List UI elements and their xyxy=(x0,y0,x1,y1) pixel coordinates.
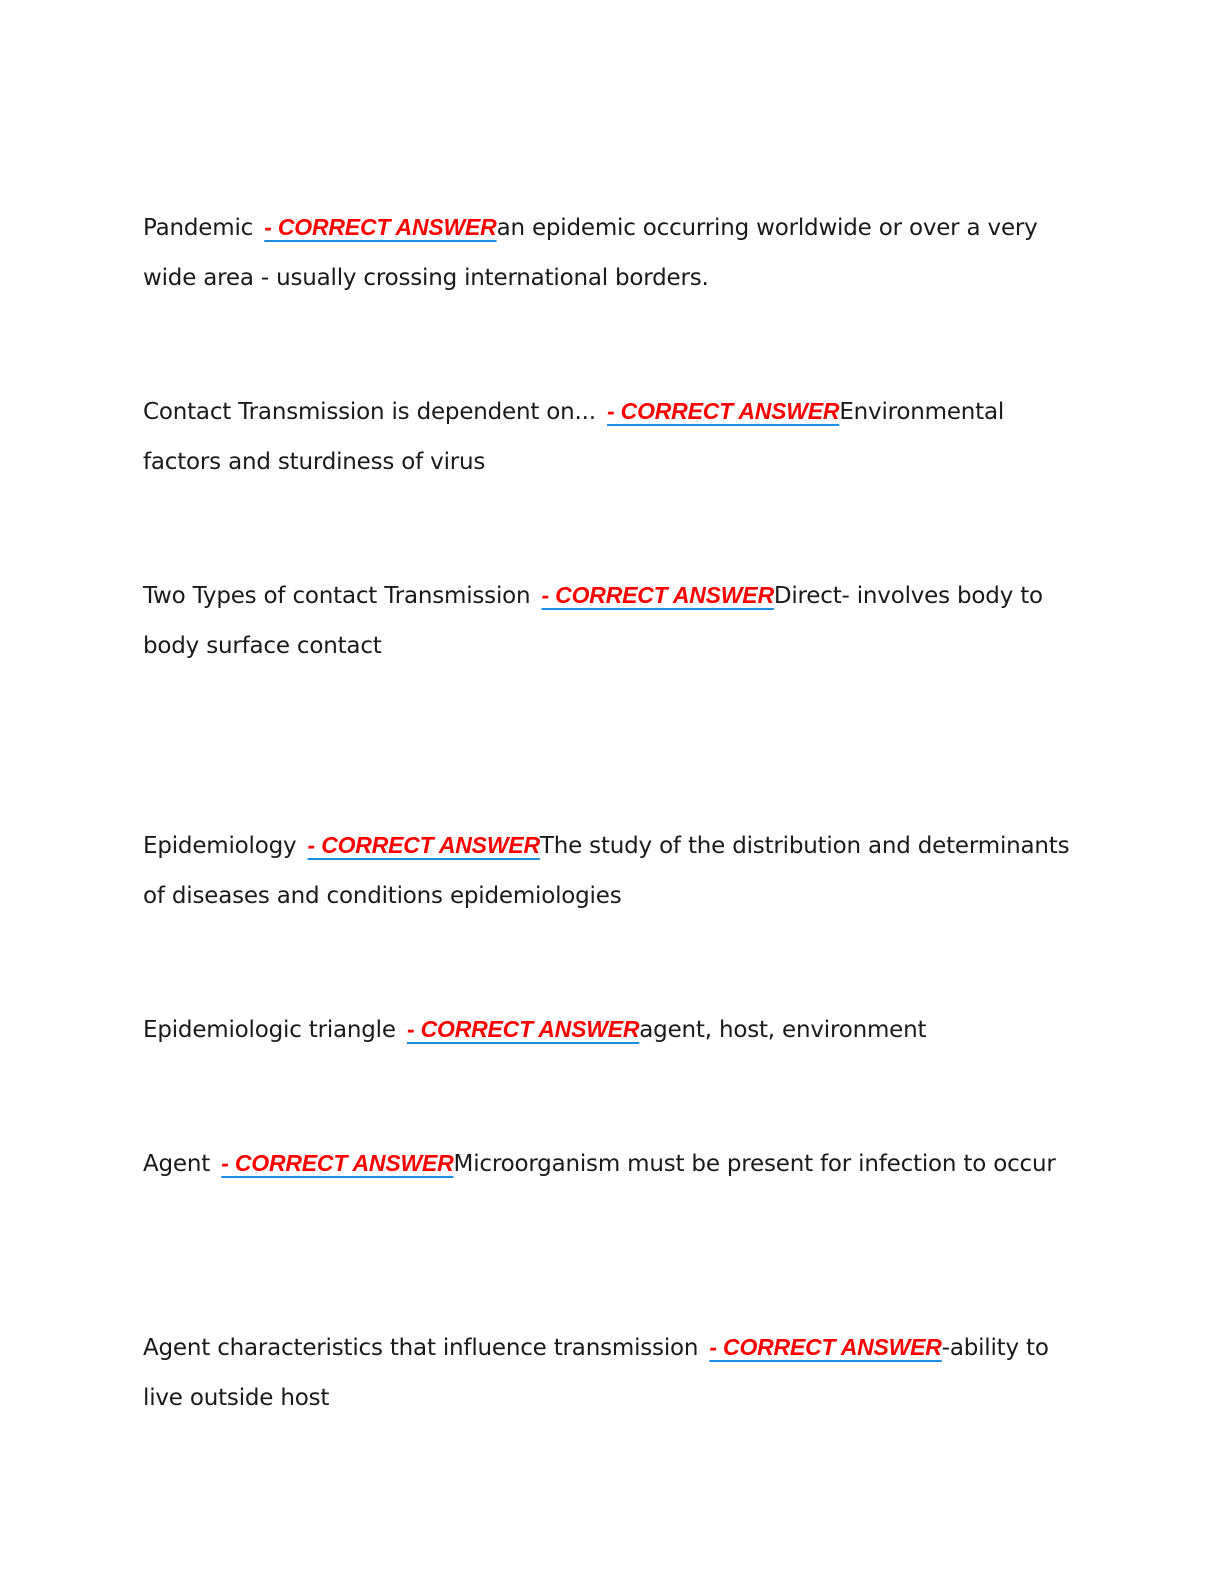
answer-text: -ability to live outside host xyxy=(143,1335,1049,1411)
flashcard-entry xyxy=(143,1138,1083,1189)
correct-answer-marker: - CORRECT ANSWER xyxy=(406,1016,640,1042)
correct-answer-marker: - CORRECT ANSWER xyxy=(607,398,840,424)
correct-answer-marker: - CORRECT ANSWER xyxy=(709,1334,942,1360)
answer-text: Environmental factors and sturdiness of virus xyxy=(143,399,1005,475)
answer-text: The study of the distribution and determinants of diseases and conditions epidemiologies xyxy=(143,833,1070,909)
flashcard-entry xyxy=(143,202,1083,303)
answer-text: Microorganism must be present for infection to occur xyxy=(453,1151,1056,1177)
flashcard-entry xyxy=(143,570,1083,671)
term-text: Epidemiologic triangle xyxy=(143,1017,396,1043)
correct-answer-marker: - CORRECT ANSWER xyxy=(307,832,540,858)
flashcard-entry xyxy=(143,820,1083,921)
term-text: Contact Transmission is dependent on... xyxy=(143,399,596,425)
term-text: Pandemic xyxy=(143,215,254,241)
term-text: Epidemiology xyxy=(143,833,297,859)
correct-answer-marker: - CORRECT ANSWER xyxy=(264,214,497,240)
flashcard-entry xyxy=(143,386,1083,487)
correct-answer-marker: - CORRECT ANSWER xyxy=(221,1150,454,1176)
answer-text: an epidemic occurring worldwide or over a very wide area - usually crossing international borders. xyxy=(143,215,1038,291)
flashcard-entry xyxy=(143,1004,1083,1055)
term-text: Agent xyxy=(143,1151,211,1177)
answer-text: Direct- involves body to body surface contact xyxy=(143,583,1043,659)
term-text: Agent characteristics that influence transmission xyxy=(143,1335,699,1361)
correct-answer-marker: - CORRECT ANSWER xyxy=(541,582,774,608)
answer-text: agent, host, environment xyxy=(639,1017,927,1043)
term-text: Two Types of contact Transmission xyxy=(143,583,531,609)
flashcard-entry xyxy=(143,1322,1083,1423)
